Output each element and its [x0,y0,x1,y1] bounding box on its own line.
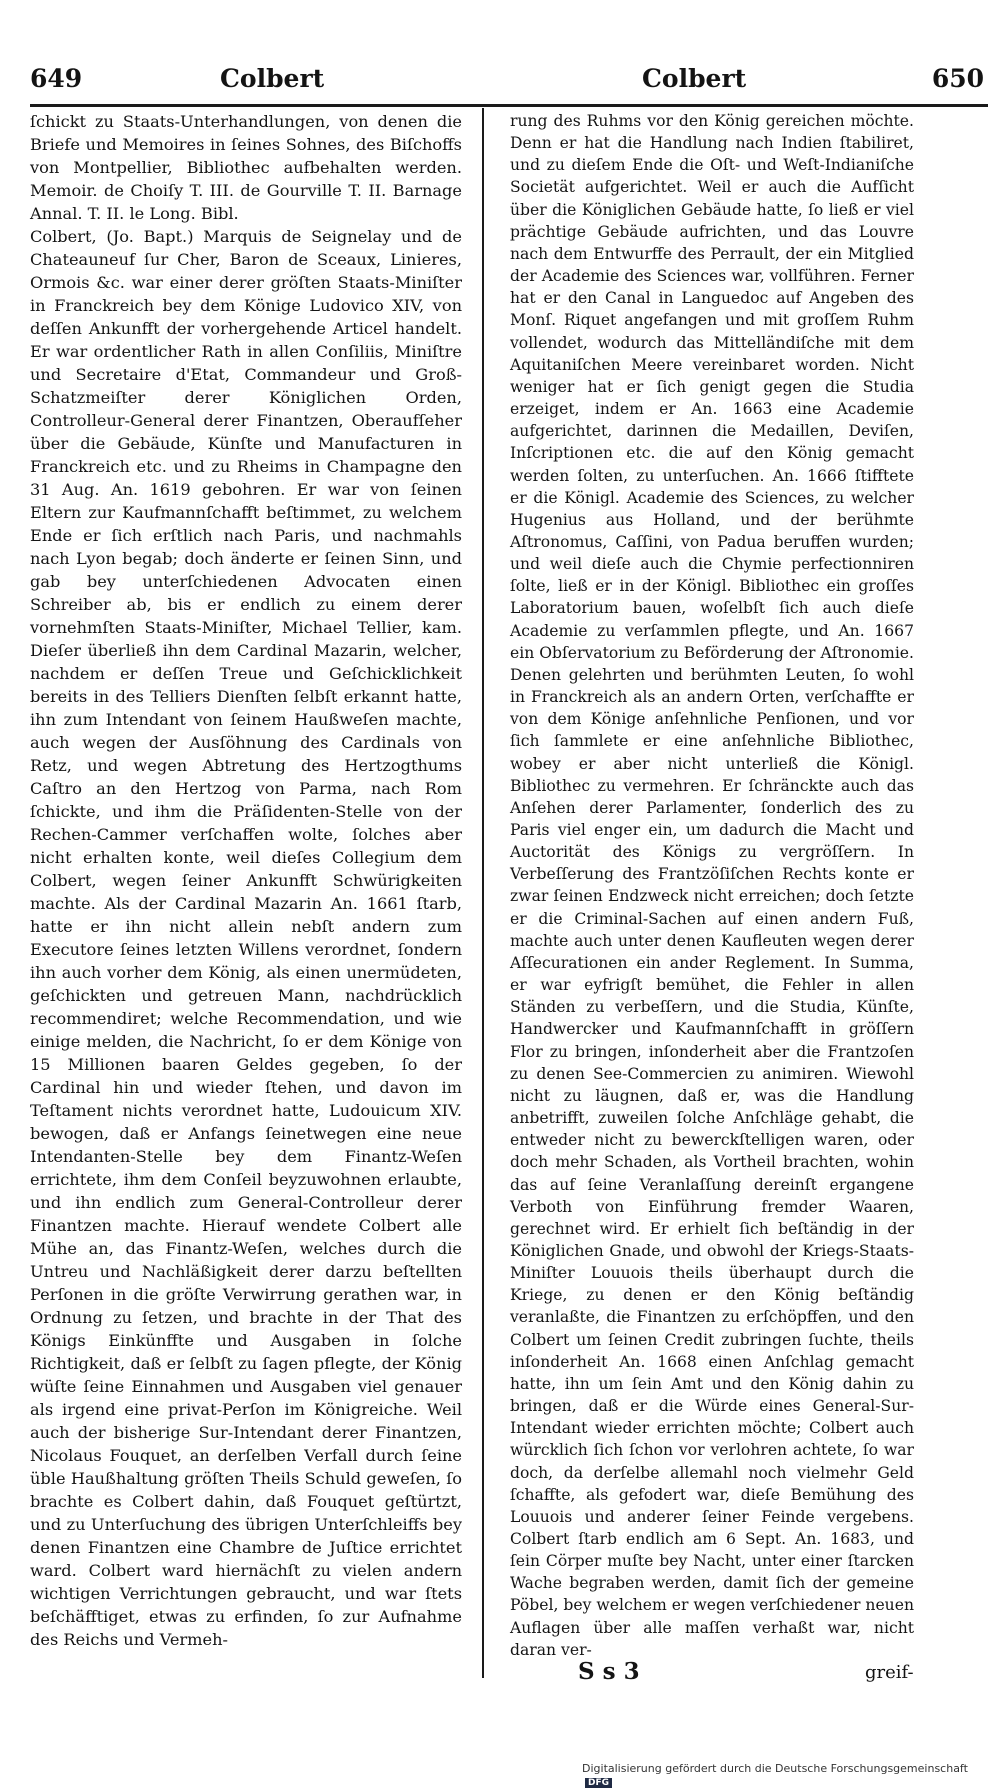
footer-text: Digitalisierung gefördert durch die Deutsche Forschungsgemeinschaft [582,1762,968,1775]
running-header [30,64,988,107]
running-title-left: Colbert [220,64,325,93]
paragraph: Colbert, (Jo. Bapt.) Marquis de Seignelay und de Chateauneuf ſur Cher, Baron de Sceaux, Linieres, Ormois &c. war einer derer gröſten Staats-Miniſter in Franckreich bey dem Könige Ludovico XIV, von deſſen Ankunfft der vorhergehende Articel handelt. Er war ordentlicher Rath in allen Conſiliis, Miniſtre und Secretaire d'Etat, Commandeur und Groß-Schatzmeiſter derer Königlichen Orden, Controlleur-General derer Finantzen, Oberaufſeher über die Gebäude, Künſte und Manufacturen in Franckreich etc. und zu Rheims in Champagne den 31 Aug. An. 1619 gebohren. Er war von ſeinen Eltern zur Kaufmannſchafft beſtimmet, zu welchem Ende er ſich erſtlich nach Paris, und nachmahls nach Lyon begab; doch änderte er ſeinen Sinn, und gab bey unterſchiedenen Advocaten einen Schreiber ab, bis er endlich zu einem derer vornehmſten Staats-Miniſter, Michael Tellier, kam. Dieſer überließ ihn dem Cardinal Mazarin, welcher, nachdem er deſſen Treue und Geſchicklichkeit bereits in des Telliers Dienſten ſelbſt erkannt hatte, ihn zum Intendant von ſeinem Haußweſen machte, auch wegen der Ausſöhnung des Cardinals von Retz, und wegen Abtretung des Hertzogthums Caſtro an den Hertzog von Parma, nach Rom ſchickte, und ihm die Präſidenten-Stelle von der Rechen-Cammer verſchaffen wolte, ſolches aber nicht erhalten konte, weil dieſes Collegium dem Colbert, wegen ſeiner Ankunfft Schwürigkeiten machte. Als der Cardinal Mazarin An. 1661 ſtarb, hatte er ihn nicht allein nebſt andern zum Executore ſeines letzten Willens verordnet, ſondern ihn auch vorher dem König, als einen unermüdeten, geſchickten und getreuen Mann, nachdrücklich recommendiret; welche Recommendation, und wie einige melden, die Nachricht, ſo er dem Könige von 15 Millionen baaren Geldes gegeben, ſo der Cardinal hin und wieder ſtehen, und davon im Teſtament nichts verordnet hatte, Ludouicum XIV. bewogen, daß er Anfangs ſeinetwegen eine neue Intendanten-Stelle bey dem Finantz-Weſen errichtete, ihm dem Conſeil beyzuwohnen erlaubte, und ihn endlich zum General-Controlleur derer Finantzen machte. Hierauf wendete Colbert alle Mühe an, das Finantz-Weſen, welches durch die Untreu und Nachläßigkeit derer darzu beſtellten Perſonen in die gröſte Verwirrung gerathen war, in Ordnung zu ſetzen, und brachte in der That des Königs Einkünffte und Ausgaben in ſolche Richtigkeit, daß er ſelbſt zu ſagen pflegte, der König wüſte ſeine Einnahmen und Ausgaben viel genauer als irgend eine privat-Perſon im Königreiche. Weil auch der bisherige Sur-Intendant derer Finantzen, Nicolaus Fouquet, an derſelben Verfall durch ſeine üble Haußhaltung gröſten Theils Schuld geweſen, ſo brachte es Colbert dahin, daß Fouquet geſtürtzt, und zu Unterſuchung des übrigen Unterſchleiffs bey denen Finantzen eine Chambre de Juſtice errichtet ward. Colbert ward hiernächſt zu vielen andern wichtigen Verrichtungen gebraucht, und war ſtets beſchäfftiget, etwas zu erfinden, ſo zur Aufnahme des Reichs und Vermeh- [30,227,462,1649]
paragraph: ſchickt zu Staats-Unterhandlungen, von denen die Briefe und Memoires in ſeines Sohnes, des Biſchoffs von Montpellier, Bibliothec aufbehalten werden. Memoir. de Choiſy T. III. de Gourville T. II. Barnage Annal. T. II. le Long. Bibl. [30,112,462,223]
signature-mark: S s 3 [578,1658,640,1685]
running-title-right: Colbert [642,64,747,93]
page-number-left: 649 [30,64,83,93]
left-column [30,110,462,1675]
paragraph: rung des Ruhms vor den König gereichen möchte. Denn er hat die Handlung nach Indien ſtabiliret, und zu dieſem Ende die Oſt- und Weſt-Indianiſche Societät aufgerichtet. Weil er auch die Aufſicht über die Königlichen Gebäude hatte, ſo ließ er viel prächtige Gebäude aufrichten, und das Louvre nach dem Entwurffe des Perrault, der ein Mitglied der Academie des Sciences war, vollführen. Ferner hat er den Canal in Languedoc auf Angeben des Monſ. Riquet angefangen und mit groſſem Ruhm vollendet, wodurch das Mittelländiſche mit dem Aquitaniſchen Meere vereinbaret worden. Nicht weniger hat er ſich genigt gegen die Studia erzeiget, indem er An. 1663 eine Academie aufgerichtet, darinnen die Medaillen, Deviſen, Inſcriptionen etc. die auf den König gemacht werden ſolten, zu unterſuchen. An. 1666 ſtifftete er die Königl. Academie des Sciences, zu welcher Hugenius aus Holland, und der berühmte Aſtronomus, Caſſini, von Padua beruffen wurden; und weil dieſe auch die Chymie perfectionniren ſolte, ließ er in der Königl. Bibliothec ein groſſes Laboratorium bauen, woſelbſt ſich auch dieſe Academie zu verſammlen pflegte, und An. 1667 ein Obſervatorium zu Beförderung der Aſtronomie. Denen gelehrten und berühmten Leuten, ſo wohl in Franckreich als an andern Orten, verſchaffte er von dem Könige anſehnliche Penſionen, und vor ſich ſammlete er eine anſehnliche Bibliothec, wobey er aber nicht unterließ die Königl. Bibliothec zu vermehren. Er ſchränckte auch das Anſehen derer Parlamenter, ſonderlich des zu Paris viel enger ein, um dadurch die Macht und Auctorität des Königs zu vergröſſern. In Verbeſſerung des Frantzöſiſchen Rechts konte er zwar ſeinen Endzweck nicht erreichen; doch ſetzte er die Criminal-Sachen auf einen andern Fuß, machte auch unter denen Kaufleuten wegen derer Aſſecurationen ein ander Reglement. In Summa, er war eyfrigſt bemühet, die Fehler in allen Ständen zu verbeſſern, und die Studia, Künſte, Handwercker und Kaufmannſchafft in gröſſern Flor zu bringen, inſonderheit aber die Frantzoſen zu denen See-Commercien zu animiren. Wiewohl nicht zu läugnen, daß er, was die Handlung anbetrifft, zuweilen ſolche Anſchläge gehabt, die entweder nicht zu bewerckſtelligen waren, oder doch mehr Schaden, als Vortheil brachten, wohin das auf ſeine Veranlaſſung dereinſt ergangene Verboth von Einführung fremder Waaren, gerechnet wird. Er erhielt ſich beſtändig in der Königlichen Gnade, und obwohl der Kriegs-Staats-Miniſter Louuois theils überhaupt durch die Kriege, zu denen er den König beſtändig veranlaßte, die Finantzen zu erſchöpffen, und den Colbert um ſeinen Credit zubringen ſuchte, theils inſonderheit An. 1668 einen Anſchlag gemacht hatte, ihn um ſein Amt und den König dahin zu bringen, daß er die Würde eines General-Sur-Intendant wieder errichten möchte; Colbert auch würcklich ſich ſchon vor verlohren achtete, ſo war doch, da derſelbe allemahl noch vielmehr Geld ſchaffte, als gefodert war, dieſe Bemühung des Louuois und anderer ſeiner Feinde vergebens. Colbert ſtarb endlich am 6 Sept. An. 1683, und ſein Cörper muſte bey Nacht, unter einer ſtarcken Wache begraben werden, damit ſich der gemeine Pöbel, bey welchem er wegen verſchiedener neuen Auflagen über alle maſſen verhaßt war, nicht daran ver- [510,112,914,1659]
column-divider [482,108,484,1678]
digitization-footer [582,1762,1000,1788]
catchword: greif- [865,1662,914,1683]
right-column [510,110,914,1675]
page-number-right: 650 [931,64,984,93]
dfg-badge: DFG [585,1778,612,1788]
